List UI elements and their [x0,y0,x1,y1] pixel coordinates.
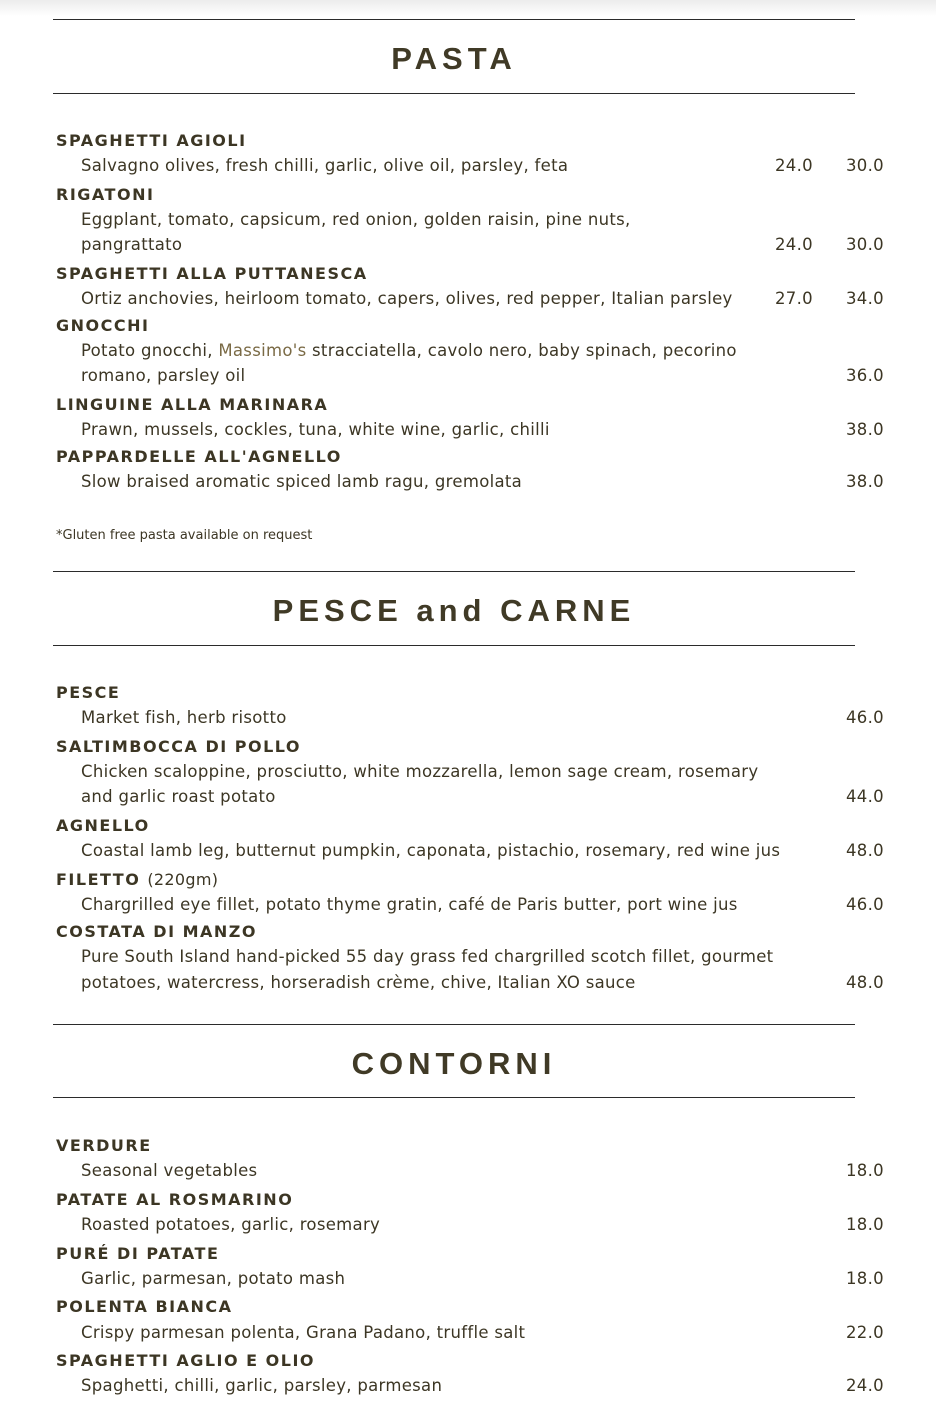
menu-item-price: 36.0 [846,366,884,385]
menu-item-description [81,341,737,361]
menu-item-name: PAPPARDELLE ALL'AGNELLO [56,447,342,466]
menu-item-price-main: 30.0 [846,156,884,175]
menu-item-name: PURÉ DI PATATE [56,1244,220,1263]
menu-item-price: 38.0 [846,420,884,439]
item-weight-note: (220gm) [147,870,219,889]
divider [53,1024,855,1025]
menu-item-price: 46.0 [846,708,884,727]
menu-item-price: 38.0 [846,472,884,491]
menu-item-price-entree: 27.0 [775,289,813,308]
menu-item-price: 22.0 [846,1323,884,1342]
menu-item-name: SPAGHETTI AGIOLI [56,131,247,150]
divider [53,93,855,94]
menu-item-price-main: 34.0 [846,289,884,308]
menu-item-name: POLENTA BIANCA [56,1297,233,1316]
divider [53,571,855,572]
menu-item-description: Chicken scaloppine, prosciutto, white mozzarella, lemon sage cream, rosemary [81,762,759,781]
menu-item-description: Roasted potatoes, garlic, rosemary [81,1215,381,1234]
description-text: Potato gnocchi, [81,341,219,360]
menu-item-price: 48.0 [846,973,884,992]
menu-item-name: VERDURE [56,1136,152,1155]
menu-item-price: 44.0 [846,787,884,806]
page-top-shade [0,0,936,16]
divider [53,1097,855,1098]
section-title-contorni: CONTORNI [351,1046,557,1081]
menu-item-description: potatoes, watercress, horseradish crème, chive, Italian XO sauce [81,973,636,992]
menu-item-description: Market fish, herb risotto [81,708,287,727]
menu-item-description: Crispy parmesan polenta, Grana Padano, truffle salt [81,1323,526,1342]
menu-item-price: 18.0 [846,1215,884,1234]
menu-item-name: PESCE [56,683,121,702]
menu-item-description: Seasonal vegetables [81,1161,258,1180]
divider [53,645,855,646]
menu-item-name: SALTIMBOCCA DI POLLO [56,737,302,756]
menu-item-description: Eggplant, tomato, capsicum, red onion, golden raisin, pine nuts, [81,210,631,229]
footnote: *Gluten free pasta available on request [56,528,313,543]
menu-item-description: Garlic, parmesan, potato mash [81,1269,346,1288]
menu-item-price: 18.0 [846,1161,884,1180]
menu-item-price-main: 30.0 [846,235,884,254]
menu-item-description: Spaghetti, chilli, garlic, parsley, parmesan [81,1376,443,1395]
menu-item-name: RIGATONI [56,185,155,204]
menu-item-description: romano, parsley oil [81,366,246,385]
menu-item-description: Slow braised aromatic spiced lamb ragu, gremolata [81,472,523,491]
menu-item-name: PATATE AL ROSMARINO [56,1190,294,1209]
divider [53,19,855,20]
menu-item-price: 18.0 [846,1269,884,1288]
item-name-text: FILETTO [56,870,141,889]
menu-item-price: 48.0 [846,841,884,860]
description-text: stracciatella, cavolo nero, baby spinach, pecorino [306,341,737,360]
menu-item-description: and garlic roast potato [81,787,276,806]
menu-item-price: 24.0 [846,1376,884,1395]
menu-item-name [56,870,218,890]
menu-item-name: COSTATA DI MANZO [56,922,258,941]
supplier-name: Massimo's [218,341,307,360]
menu-item-name: AGNELLO [56,816,150,835]
menu-item-description: pangrattato [81,235,183,254]
section-title-pesce-carne: PESCE and CARNE [272,593,636,628]
menu-item-description: Salvagno olives, fresh chilli, garlic, olive oil, parsley, feta [81,156,569,175]
menu-item-price-entree: 24.0 [775,156,813,175]
menu-item-price-entree: 24.0 [775,235,813,254]
section-title-pasta: PASTA [391,41,517,76]
menu-item-description: Chargrilled eye fillet, potato thyme gratin, café de Paris butter, port wine jus [81,895,738,914]
menu-item-name: GNOCCHI [56,316,150,335]
menu-item-description: Coastal lamb leg, butternut pumpkin, caponata, pistachio, rosemary, red wine jus [81,841,781,860]
menu-item-name: SPAGHETTI ALLA PUTTANESCA [56,264,368,283]
menu-item-description: Prawn, mussels, cockles, tuna, white wine, garlic, chilli [81,420,550,439]
menu-item-description: Ortiz anchovies, heirloom tomato, capers, olives, red pepper, Italian parsley [81,289,733,308]
menu-item-description: Pure South Island hand-picked 55 day grass fed chargrilled scotch fillet, gourmet [81,947,774,966]
menu-item-name: SPAGHETTI AGLIO E OLIO [56,1351,316,1370]
menu-item-price: 46.0 [846,895,884,914]
menu-item-name: LINGUINE ALLA MARINARA [56,395,329,414]
